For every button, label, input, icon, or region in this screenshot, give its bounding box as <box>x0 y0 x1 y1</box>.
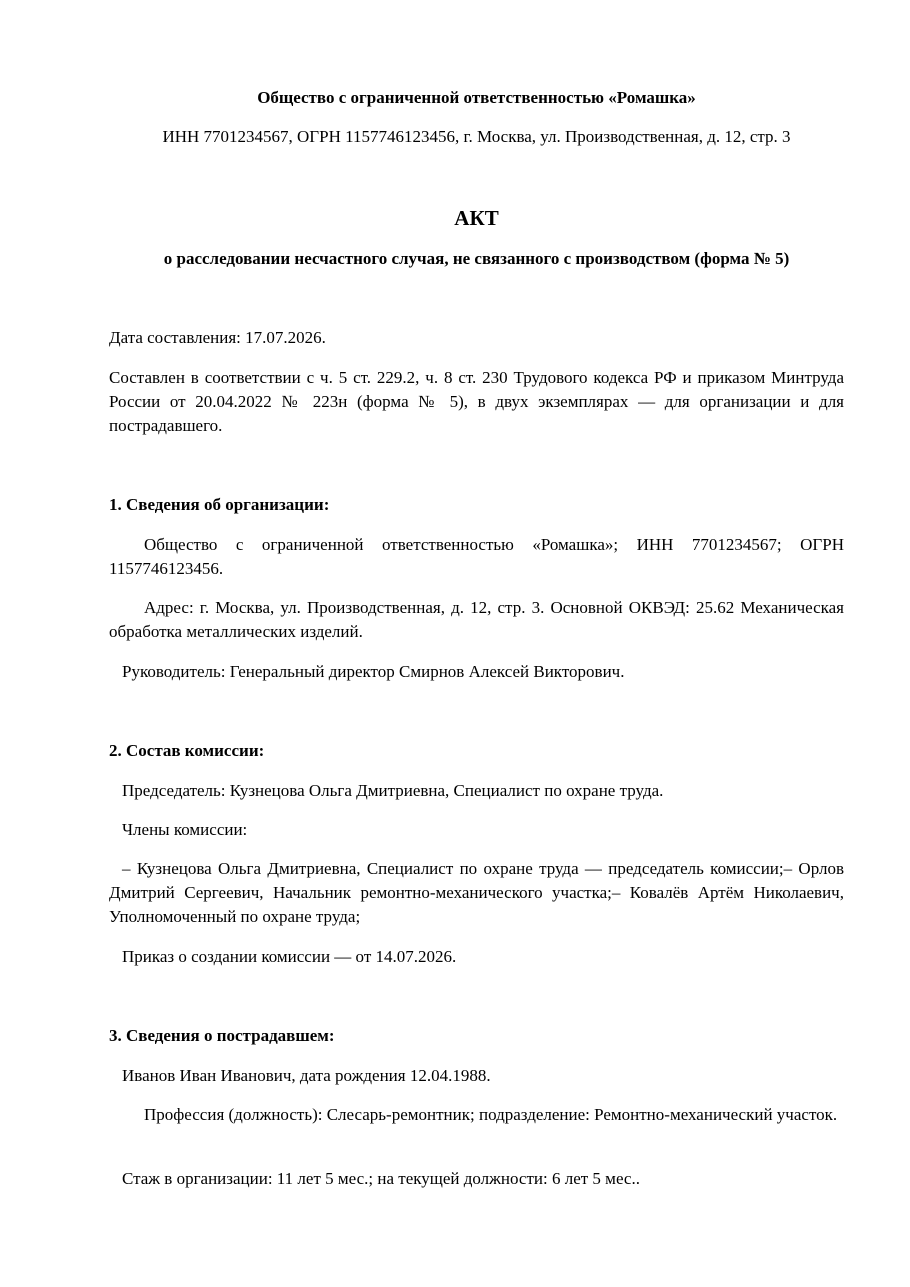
organization-details: Общество с ограниченной ответственностью «Ромашка»; ИНН 7701234567; ОГРН 1157746123456. <box>109 535 844 578</box>
section-1-heading: 1. Сведения об организации: <box>109 495 330 514</box>
victim-profession: Профессия (должность): Слесарь-ремонтник; подразделение: Ремонтно-механический участок. <box>144 1105 838 1124</box>
organization-requisites: ИНН 7701234567, ОГРН 1157746123456, г. Москва, ул. Производственная, д. 12, стр. 3 <box>162 127 791 146</box>
document-title: АКТ <box>454 206 499 230</box>
compilation-date: Дата составления: 17.07.2026. <box>109 328 326 347</box>
organization-address: Адрес: г. Москва, ул. Производственная, д. 12, стр. 3. Основной ОКВЭД: 25.62 Механическая обработка металлических изделий. <box>109 598 844 641</box>
section-2-heading: 2. Состав комиссии: <box>109 741 265 760</box>
victim-tenure: Стаж в организации: 11 лет 5 мес.; на текущей должности: 6 лет 5 мес.. <box>122 1169 640 1188</box>
organization-name: Общество с ограниченной ответственностью «Ромашка» <box>257 88 696 107</box>
commission-members-list: – Кузнецова Ольга Дмитриевна, Специалист по охране труда — председатель комиссии;– Орлов Дмитрий Сергеевич, Начальник ремонтно-механического участка;– Ковалёв Артём Николаевич, Уполномоченный по охране труда; <box>109 859 844 926</box>
document-subtitle: о расследовании несчастного случая, не связанного с производством (форма № 5) <box>163 249 790 268</box>
legal-basis: Составлен в соответствии с ч. 5 ст. 229.2, ч. 8 ст. 230 Трудового кодекса РФ и приказом Минтруда России от 20.04.2022 № 223н (форма № 5), в двух экземплярах — для организации и для пострадавшего. <box>109 368 844 435</box>
organization-head: Руководитель: Генеральный директор Смирнов Алексей Викторович. <box>122 662 625 681</box>
victim-name: Иванов Иван Иванович, дата рождения 12.04.1988. <box>122 1066 491 1085</box>
commission-members-label: Члены комиссии: <box>122 820 248 839</box>
commission-chair: Председатель: Кузнецова Ольга Дмитриевна, Специалист по охране труда. <box>122 781 664 800</box>
section-3-heading: 3. Сведения о пострадавшем: <box>109 1026 335 1045</box>
commission-order: Приказ о создании комиссии — от 14.07.2026. <box>122 947 457 966</box>
